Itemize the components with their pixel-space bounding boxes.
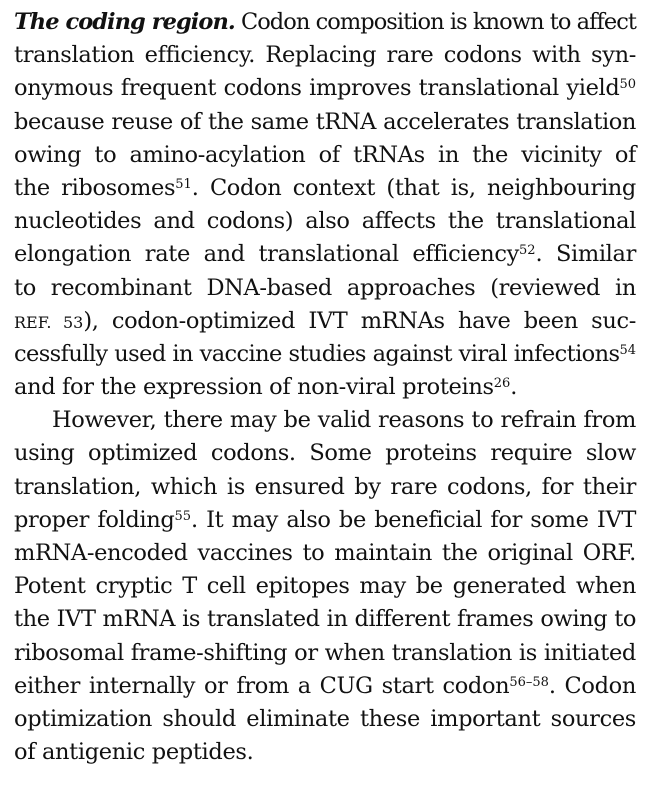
text-line: ribosomal frame-shifting or when translation is initiated xyxy=(14,639,636,666)
text-line: translation, which is ensured by rare codons, for their xyxy=(14,473,636,500)
text-line xyxy=(14,172,636,205)
text-line: owing to amino-acylation of tRNAs in the vicinity of xyxy=(14,141,636,168)
text-span: elongation rate and translational efficiency xyxy=(14,241,519,268)
text-line: of antigenic peptides. xyxy=(14,739,254,766)
text-span: proper folding xyxy=(14,506,175,533)
text-span: the ribosomes xyxy=(14,174,176,201)
citation-superscript: 50 xyxy=(619,77,636,93)
text-span: ), codon-optimized IVT mRNAs have been suc- xyxy=(83,307,636,334)
text-line: optimization should eliminate these important sources xyxy=(14,705,636,732)
text-span: . Codon context (that is, neighbouring xyxy=(191,174,636,201)
text-line: to recombinant DNA-based approaches (reviewed in xyxy=(14,274,636,301)
citation-superscript: 54 xyxy=(619,342,636,358)
text-span: cessfully used in vaccine studies against viral infections xyxy=(14,340,620,367)
text-line: translation efficiency. Replacing rare codons with syn- xyxy=(14,42,636,69)
text-line: using optimized codons. Some proteins require slow xyxy=(14,440,636,467)
text-span: onymous frequent codons improves translational yield xyxy=(14,75,620,102)
citation-superscript: 56–58 xyxy=(509,674,549,690)
section-heading: The coding region. xyxy=(14,9,235,35)
text-line: However, there may be valid reasons to refrain from xyxy=(52,407,636,434)
text-span: . Codon xyxy=(548,672,636,699)
citation-superscript: 26 xyxy=(493,375,511,391)
text-span: . xyxy=(510,374,518,401)
text-line: because reuse of the same tRNA accelerates translation xyxy=(14,108,636,135)
text-line: nucleotides and codons) also affects the translational xyxy=(14,208,636,235)
paragraph-coding-region xyxy=(14,6,636,404)
text-line xyxy=(14,72,636,105)
text-line: Potent cryptic T cell epitopes may be generated when xyxy=(14,573,636,600)
text-span: either internally or from a CUG start codon xyxy=(14,672,510,699)
text-span: . It may also be beneficial for some IVT xyxy=(191,506,637,533)
text-line: the IVT mRNA is translated in different frames owing to xyxy=(14,606,636,633)
text-span: and for the expression of non-viral proteins xyxy=(14,374,494,401)
text-line: mRNA-encoded vaccines to maintain the original ORF. xyxy=(14,540,636,566)
paragraph-optimized-codons xyxy=(14,404,636,769)
text-line xyxy=(14,504,636,537)
text-line xyxy=(14,338,636,371)
text-line xyxy=(14,6,636,39)
citation-superscript: 52 xyxy=(518,243,536,259)
text-span: . Similar xyxy=(535,241,636,268)
text-line xyxy=(14,305,636,338)
citation-superscript: 51 xyxy=(175,176,192,192)
citation-superscript: 55 xyxy=(174,508,192,524)
text-span: Codon composition is known to affect xyxy=(234,9,636,35)
reference-link[interactable]: REF. 53 xyxy=(14,312,84,332)
text-line xyxy=(14,371,636,404)
text-line xyxy=(14,238,636,271)
article-text-column xyxy=(14,6,636,769)
text-line xyxy=(14,670,636,703)
